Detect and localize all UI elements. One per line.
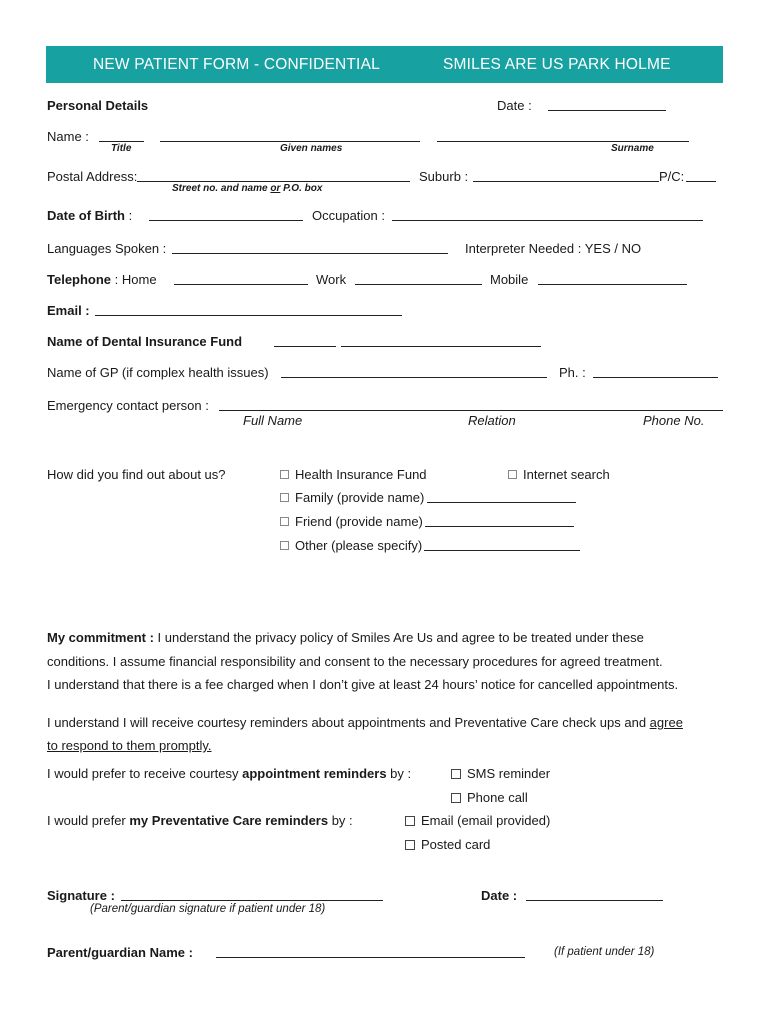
signature-field[interactable]: [121, 900, 383, 901]
occupation-field[interactable]: [392, 220, 703, 221]
option-internet[interactable]: Internet search: [508, 467, 610, 482]
preventative-reminder-pref: I would prefer my Preventative Care reminders by :: [47, 813, 353, 828]
languages-field[interactable]: [172, 253, 448, 254]
checkbox-icon[interactable]: [280, 541, 289, 550]
referral-question: How did you find out about us?: [47, 467, 226, 482]
suburb-field[interactable]: [473, 181, 659, 182]
interpreter-label: Interpreter Needed : YES / NO: [465, 241, 642, 256]
insurance-label: Name of Dental Insurance Fund: [47, 334, 243, 349]
postal-address-label: Postal Address:: [47, 169, 138, 184]
insurance-fund-field[interactable]: [274, 346, 336, 347]
signature-label: Signature :: [47, 888, 115, 903]
checkbox-icon[interactable]: [451, 793, 461, 803]
mobile-phone-field[interactable]: [538, 284, 687, 285]
other-specify-field[interactable]: [424, 550, 580, 551]
option-health-fund[interactable]: Health Insurance Fund: [280, 467, 427, 482]
option-friend[interactable]: Friend (provide name): [280, 514, 423, 529]
guardian-name-label: Parent/guardian Name :: [47, 945, 193, 960]
dob-field[interactable]: [149, 220, 303, 221]
given-names-field[interactable]: [160, 141, 420, 142]
friend-name-field[interactable]: [425, 526, 574, 527]
date-field[interactable]: [548, 110, 666, 111]
languages-label: Languages Spoken :: [47, 241, 167, 256]
given-names-caption: Given names: [280, 143, 343, 154]
work-label: Work: [316, 272, 347, 287]
option-other[interactable]: Other (please specify): [280, 538, 422, 553]
form-header-banner: [46, 46, 723, 83]
surname-field[interactable]: [437, 141, 689, 142]
guardian-name-field[interactable]: [216, 957, 525, 958]
family-name-field[interactable]: [427, 502, 576, 503]
signature-caption: (Parent/guardian signature if patient under 18): [90, 903, 326, 915]
title-field[interactable]: [99, 141, 144, 142]
suburb-label: Suburb :: [419, 169, 469, 184]
emergency-label: Emergency contact person :: [47, 398, 209, 413]
dob-label: Date of Birth :: [47, 208, 133, 223]
commitment-line-1: My commitment : I understand the privacy policy of Smiles Are Us and agree to be treated under these: [47, 630, 644, 645]
gp-phone-field[interactable]: [593, 377, 718, 378]
street-caption: Street no. and name or P.O. box: [172, 183, 323, 194]
email-label: Email :: [47, 303, 90, 318]
commitment-line-3: I understand that there is a fee charged when I don’t give at least 24 hours’ notice for cancelled appointments.: [47, 677, 679, 692]
name-label: Name :: [47, 129, 89, 144]
checkbox-icon[interactable]: [451, 769, 461, 779]
commitment-line-4: I understand I will receive courtesy reminders about appointments and Preventative Care check ups and agree: [47, 715, 683, 730]
checkbox-icon[interactable]: [280, 493, 289, 502]
gp-field[interactable]: [281, 377, 547, 378]
surname-caption: Surname: [611, 143, 654, 154]
commitment-line-5: to respond to them promptly.: [47, 738, 212, 753]
option-sms[interactable]: SMS reminder: [451, 766, 550, 781]
checkbox-icon[interactable]: [508, 470, 517, 479]
option-family[interactable]: Family (provide name): [280, 490, 424, 505]
postal-address-field[interactable]: [137, 181, 410, 182]
gp-phone-label: Ph. :: [559, 365, 586, 380]
appointment-reminder-pref: I would prefer to receive courtesy appointment reminders by :: [47, 766, 412, 781]
checkbox-icon[interactable]: [405, 840, 415, 850]
insurance-number-field[interactable]: [341, 346, 541, 347]
telephone-label: Telephone : Home: [47, 272, 157, 287]
postcode-label: P/C:: [659, 169, 685, 184]
checkbox-icon[interactable]: [405, 816, 415, 826]
checkbox-icon[interactable]: [280, 517, 289, 526]
guardian-caption: (If patient under 18): [554, 946, 655, 958]
postcode-field[interactable]: [686, 181, 716, 182]
home-phone-field[interactable]: [174, 284, 308, 285]
gp-label: Name of GP (if complex health issues): [47, 365, 269, 380]
full-name-caption: Full Name: [243, 413, 303, 428]
practice-name: SMILES ARE US PARK HOLME: [443, 56, 671, 73]
date-label: Date :: [497, 98, 532, 113]
option-phone-call[interactable]: Phone call: [451, 790, 528, 805]
relation-caption: Relation: [468, 413, 516, 428]
email-field[interactable]: [95, 315, 402, 316]
signature-date-field[interactable]: [526, 900, 663, 901]
title-caption: Title: [111, 143, 132, 154]
section-heading-personal: Personal Details: [47, 98, 149, 113]
checkbox-icon[interactable]: [280, 470, 289, 479]
work-phone-field[interactable]: [355, 284, 482, 285]
option-email[interactable]: Email (email provided): [405, 813, 550, 828]
form-title: NEW PATIENT FORM - CONFIDENTIAL: [93, 56, 380, 73]
phone-no-caption: Phone No.: [643, 413, 705, 428]
emergency-contact-field[interactable]: [219, 410, 723, 411]
signature-date-label: Date :: [481, 888, 518, 903]
mobile-label: Mobile: [490, 272, 529, 287]
option-posted-card[interactable]: Posted card: [405, 837, 490, 852]
commitment-line-2: conditions. I assume financial responsibility and consent to the necessary procedures for agreed treatment.: [47, 654, 663, 669]
occupation-label: Occupation :: [312, 208, 385, 223]
